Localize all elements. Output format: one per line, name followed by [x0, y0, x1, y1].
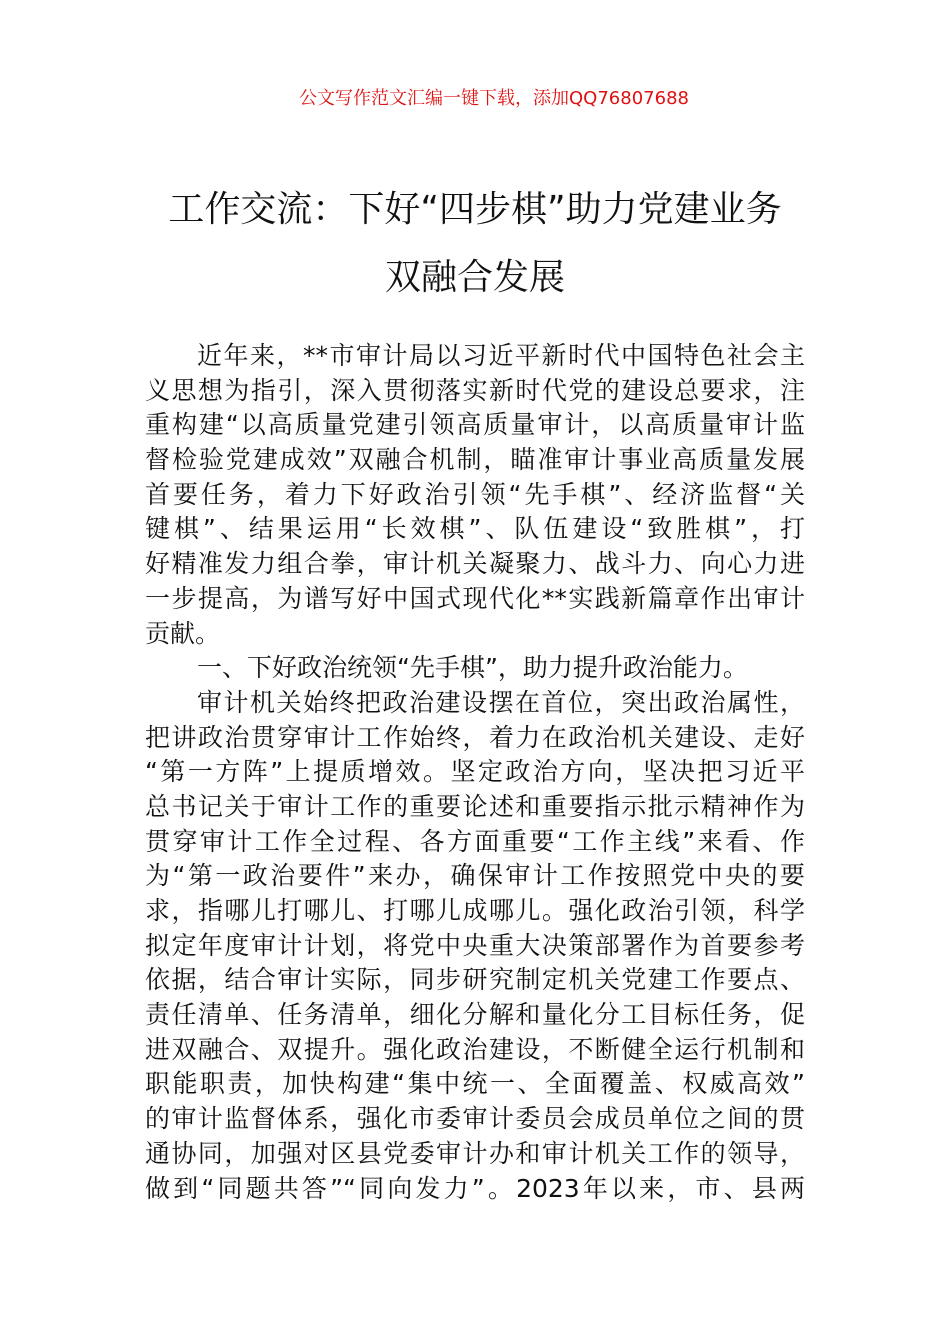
- text-line: 近年来，**市审计局以习近平新时代中国特色社会主: [197, 341, 805, 370]
- text-line: 把讲政治贯穿审计工作始终，着力在政治机关建设、走好: [145, 722, 805, 752]
- title-line-1: 工作交流：下好“四步棋”助力党建业务: [168, 189, 782, 230]
- text-line: 进双融合、双提升。强化政治建设，不断健全运行机制和: [145, 1034, 805, 1064]
- title-line-2: 双融合发展: [384, 257, 565, 298]
- text-line: 做到“同题共答”“同向发力”。2023年以来，市、县两: [145, 1173, 805, 1203]
- text-line: 的审计监督体系，强化市委审计委员会成员单位之间的贯: [145, 1104, 805, 1134]
- text-line: 督检验党建成效”双融合机制，瞄准审计事业高质量发展: [145, 445, 805, 475]
- text-line: 重构建“以高质量党建引领高质量审计，以高质量审计监: [145, 410, 805, 440]
- text-line: 一步提高，为谱写好中国式现代化**实践新篇章作出审计: [145, 583, 805, 613]
- text-line: 首要任务，着力下好政治引领“先手棋”、经济监督“关: [145, 479, 805, 509]
- paragraph: [145, 686, 805, 1206]
- text-line: 贡献。: [145, 618, 221, 648]
- text-line: 责任清单、任务清单，细化分解和量化分工目标任务，促: [145, 1000, 805, 1030]
- paragraph: [145, 339, 805, 651]
- text-line: 一、下好政治统领“先手棋”，助力提升政治能力。: [197, 653, 748, 683]
- document-body: [145, 339, 805, 1206]
- text-line: 总书记关于审计工作的重要论述和重要指示批示精神作为: [145, 791, 805, 821]
- text-line: 义思想为指引，深入贯彻落实新时代党的建设总要求，注: [145, 375, 805, 405]
- download-banner-link[interactable]: 公文写作范文汇编一键下载，添加QQ76807688: [299, 88, 689, 109]
- document-title: [0, 176, 950, 312]
- text-line: 审计机关始终把政治建设摆在首位，突出政治属性，: [197, 687, 805, 717]
- text-line: 键棋”、结果运用“长效棋”、队伍建设“致胜棋”，打: [145, 514, 805, 544]
- text-line: 贯穿审计工作全过程、各方面重要“工作主线”来看、作: [145, 826, 805, 856]
- text-line: “第一方阵”上提质增效。坚定政治方向，坚决把习近平: [145, 757, 805, 787]
- text-line: 为“第一政治要件”来办，确保审计工作按照党中央的要: [145, 861, 805, 891]
- section-heading: [145, 651, 805, 686]
- text-line: 拟定年度审计计划，将党中央重大决策部署作为首要参考: [145, 930, 805, 960]
- text-line: 职能职责，加快构建“集中统一、全面覆盖、权威高效”: [145, 1069, 805, 1099]
- text-line: 好精准发力组合拳，审计机关凝聚力、战斗力、向心力进: [145, 549, 805, 579]
- text-line: 求，指哪儿打哪儿、打哪儿成哪儿。强化政治引领，科学: [145, 896, 805, 925]
- text-line: 通协同，加强对区县党委审计办和审计机关工作的领导，: [145, 1138, 805, 1168]
- text-line: 依据，结合审计实际，同步研究制定机关党建工作要点、: [145, 965, 805, 995]
